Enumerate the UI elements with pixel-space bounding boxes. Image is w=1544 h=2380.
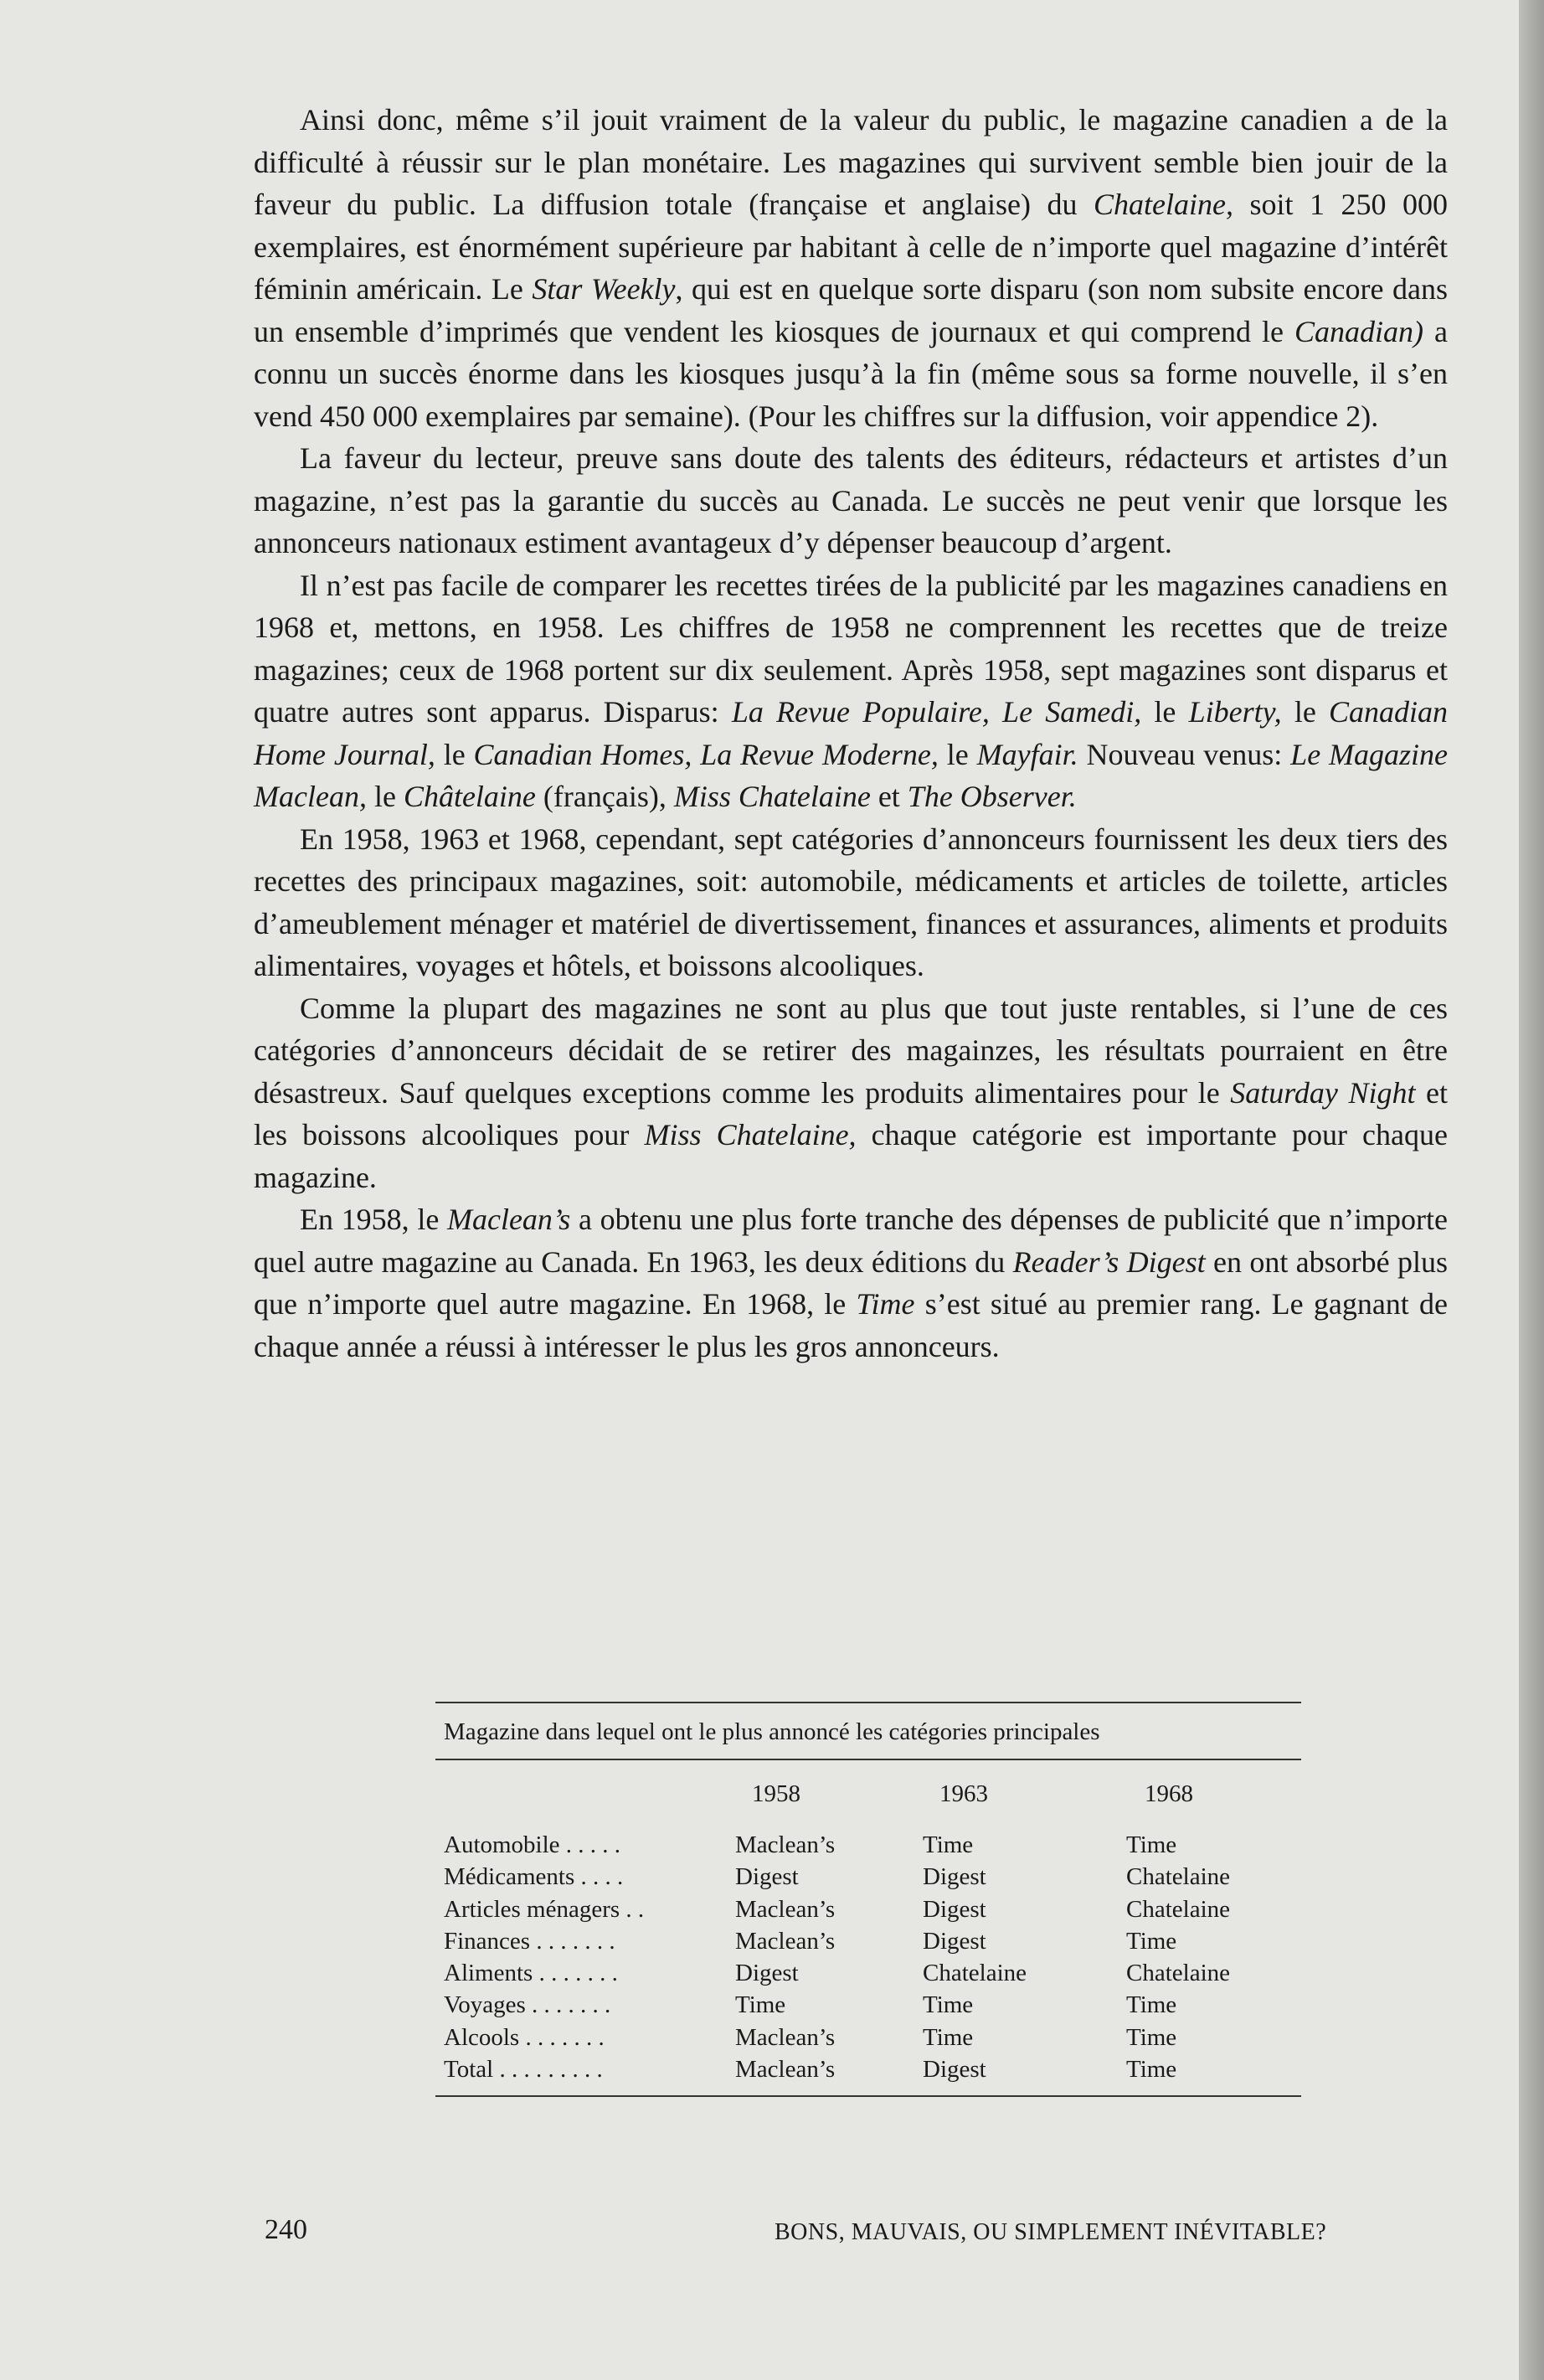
- dot-leader: . . . . . . .: [530, 1927, 615, 1955]
- cell-1963: Digest: [923, 1895, 986, 1923]
- text-run: soit 1 250 000 exemplaires, est énormément supérieure par habitant à celle de n’importe quel magazine d’intérêt féminin américain. Le: [254, 188, 1448, 306]
- text-run: En 1958, 1963 et 1968, cependant, sept catégories d’annonceurs fournissent les deux tiers des recettes des principaux magazines, soit: automobile, médicaments et articles de toilette, articles d’ameublement ménager et matériel de divertissement, finances et assurances, aliments et produits alimentaires, voyages et hôtels, et boissons alcooliques.: [254, 822, 1448, 982]
- row-label: [444, 1829, 728, 1861]
- table-title-rule: [435, 1759, 1301, 1760]
- italic-title: Miss Chatelaine,: [644, 1118, 857, 1151]
- dot-leader: . . . . . . . . .: [493, 2056, 603, 2084]
- cell-1968: Chatelaine: [1126, 1895, 1231, 1923]
- cell-1968: Time: [1126, 1927, 1177, 1955]
- italic-title: Chatelaine,: [1094, 188, 1233, 221]
- row-label: [444, 1861, 728, 1893]
- row-label: [444, 1893, 728, 1925]
- category-name: Automobile: [444, 1831, 560, 1858]
- text-run: (français),: [535, 780, 674, 813]
- cell-1963: Time: [923, 1991, 974, 2019]
- dot-leader: . . . . .: [559, 1831, 621, 1858]
- text-run: La faveur du lecteur, preuve sans doute des talents des éditeurs, rédacteurs et artistes d’un magazine, n’est pas la garantie du succès au Canada. Le succès ne peut venir que lorsque les annonceurs nationaux estiment avantageux d’y dépenser beaucoup d’argent.: [254, 441, 1448, 559]
- italic-title: Reader’s Digest: [1012, 1244, 1206, 1279]
- category-name: Aliments: [444, 1960, 533, 1987]
- dot-leader: . . . . . . .: [519, 2023, 605, 2051]
- italic-title: Maclean’s: [446, 1203, 571, 1236]
- cell-1958: Maclean’s: [735, 2023, 836, 2051]
- row-label: [444, 1957, 728, 1989]
- italic-title: Saturday Night: [1230, 1075, 1416, 1110]
- text-run: En 1958, le: [300, 1203, 447, 1236]
- cell-1958: Maclean’s: [735, 1927, 836, 1955]
- table-row: [435, 1861, 1301, 1893]
- table-body: [435, 1829, 1301, 2085]
- year-header-1958: 1958: [752, 1780, 800, 1807]
- advertising-table: [435, 1702, 1301, 2097]
- text-run: le: [1281, 695, 1329, 729]
- table-row: [435, 1957, 1301, 1989]
- cell-1963: Time: [923, 2023, 974, 2051]
- cell-1958: Maclean’s: [735, 2056, 836, 2084]
- cell-1968: Time: [1126, 2023, 1177, 2051]
- italic-title: Miss Chatelaine: [673, 780, 871, 813]
- text-run: a obtenu une plus forte tranche des dépenses de publicité que n’importe quel autre magazine au Canada. En 1963, les deux éditions du: [254, 1203, 1448, 1279]
- body-text: [254, 99, 1448, 1368]
- dot-leader: . . . .: [574, 1863, 624, 1891]
- text-run: Il n’est pas facile de comparer les recettes tirées de la publicité par les magazines canadiens en 1968 et, mettons, en 1958. Les chiffres de 1958 ne comprennent les recettes que de treize magazines; ceux de 1968 portent sur dix seulement. Après 1958, sept magazines sont disparus et quatre autres sont apparus. Disparus:: [254, 568, 1448, 729]
- dot-leader: . .: [620, 1895, 645, 1923]
- row-label: [444, 2022, 728, 2053]
- paragraph: [254, 437, 1448, 564]
- text-run: le: [435, 737, 474, 771]
- paragraph: [254, 987, 1448, 1199]
- italic-title: Canadian Home Journal,: [254, 695, 1449, 771]
- cell-1963: Chatelaine: [923, 1960, 1027, 1987]
- page-edge-shadow: [1519, 0, 1544, 2380]
- text-run: le: [1141, 695, 1189, 729]
- table-bottom-rule: [435, 2095, 1301, 2097]
- text-run: , qui est en quelque sorte disparu (son nom subsite encore dans un ensemble d’imprimés que vendent les kiosques de journaux et qui comprend le: [254, 272, 1448, 348]
- row-label: [444, 1925, 728, 1957]
- text-run: Nouveau venus:: [1078, 737, 1291, 771]
- row-label: [444, 2053, 728, 2085]
- cell-1968: Time: [1126, 1831, 1177, 1858]
- cell-1958: Maclean’s: [735, 1831, 836, 1858]
- cell-1958: Maclean’s: [735, 1895, 836, 1923]
- italic-title: Châtelaine: [403, 780, 536, 813]
- text-run: s’est situé au premier rang. Le gagnant de chaque année a réussi à intéresser le plus les gros annonceurs.: [254, 1287, 1448, 1363]
- year-header-1968: 1968: [1145, 1780, 1193, 1807]
- text-run: et les boissons alcooliques pour: [254, 1075, 1449, 1151]
- italic-title: Mayfair.: [976, 737, 1078, 771]
- text-run: en ont absorbé plus que n’importe quel autre magazine. En 1968, le: [254, 1244, 1448, 1321]
- category-name: Médicaments: [444, 1863, 575, 1891]
- year-header-1963: 1963: [939, 1780, 988, 1807]
- running-title: BONS, MAUVAIS, OU SIMPLEMENT INÉVITABLE?: [775, 2219, 1327, 2245]
- table-title: Magazine dans lequel ont le plus annoncé les catégories principales: [444, 1718, 1100, 1745]
- italic-title: Time: [856, 1287, 915, 1321]
- table-row: [435, 1829, 1301, 1861]
- text-run: et: [870, 780, 908, 813]
- table-row: [435, 2022, 1301, 2053]
- text-run: le: [938, 737, 977, 771]
- cell-1958: Time: [735, 1991, 786, 2019]
- italic-title: Star Weekly: [532, 272, 676, 306]
- cell-1968: Time: [1126, 1991, 1177, 2019]
- cell-1963: Time: [923, 1831, 974, 1858]
- page-number: 240: [265, 2214, 307, 2245]
- row-label: [444, 1989, 728, 2021]
- table-row: [435, 1893, 1301, 1925]
- table-row: [435, 1925, 1301, 1957]
- table-row: [435, 2053, 1301, 2085]
- cell-1968: Time: [1126, 2056, 1177, 2084]
- cell-1958: Digest: [735, 1960, 799, 1987]
- category-name: Total: [444, 2056, 494, 2084]
- dot-leader: . . . . . . .: [533, 1960, 618, 1987]
- category-name: Voyages: [444, 1991, 526, 2019]
- italic-title: Canadian): [1294, 314, 1423, 348]
- italic-title: Canadian Homes, La Revue Moderne,: [473, 737, 939, 771]
- cell-1963: Digest: [923, 1927, 986, 1955]
- cell-1968: Chatelaine: [1126, 1863, 1231, 1891]
- category-name: Articles ménagers: [444, 1895, 620, 1923]
- cell-1963: Digest: [923, 1863, 986, 1891]
- category-name: Alcools: [444, 2023, 520, 2051]
- table-row: [435, 1989, 1301, 2021]
- text-run: le: [366, 780, 404, 813]
- italic-title: Le Magazine Maclean,: [254, 737, 1449, 813]
- text-run: Ainsi donc, même s’il jouit vraiment de la valeur du public, le magazine canadien a de la difficulté à réussir sur le plan monétaire. Les magazines qui survivent semble bien jouir de la faveur du public. La diffusion totale (française et anglaise) du: [254, 103, 1448, 221]
- cell-1963: Digest: [923, 2056, 986, 2084]
- italic-title: Liberty,: [1188, 695, 1282, 729]
- paragraph: [254, 99, 1448, 437]
- table-year-headers: [435, 1765, 1301, 1824]
- paragraph: [254, 818, 1448, 987]
- category-name: Finances: [444, 1927, 531, 1955]
- cell-1958: Digest: [735, 1863, 799, 1891]
- paragraph: [254, 564, 1448, 818]
- cell-1968: Chatelaine: [1126, 1960, 1231, 1987]
- paragraph: [254, 1198, 1448, 1368]
- text-run: Comme la plupart des magazines ne sont au plus que tout juste rentables, si l’une de ces catégories d’annonceurs décidait de se retirer des magainzes, les résultats pourraient en être désastreux. Sauf quelques exceptions comme les produits alimentaires pour le: [254, 991, 1448, 1110]
- italic-title: The Observer.: [907, 780, 1077, 813]
- dot-leader: . . . . . . .: [525, 1991, 611, 2019]
- text-run: a connu un succès énorme dans les kiosques jusqu’à la fin (même sous sa forme nouvelle, il s’en vend 450 000 exemplaires par semaine). (Pour les chiffres sur la diffusion, voir appendice 2).: [254, 314, 1448, 433]
- italic-title: La Revue Populaire, Le Samedi,: [731, 695, 1142, 729]
- text-run: chaque catégorie est importante pour chaque magazine.: [254, 1118, 1448, 1194]
